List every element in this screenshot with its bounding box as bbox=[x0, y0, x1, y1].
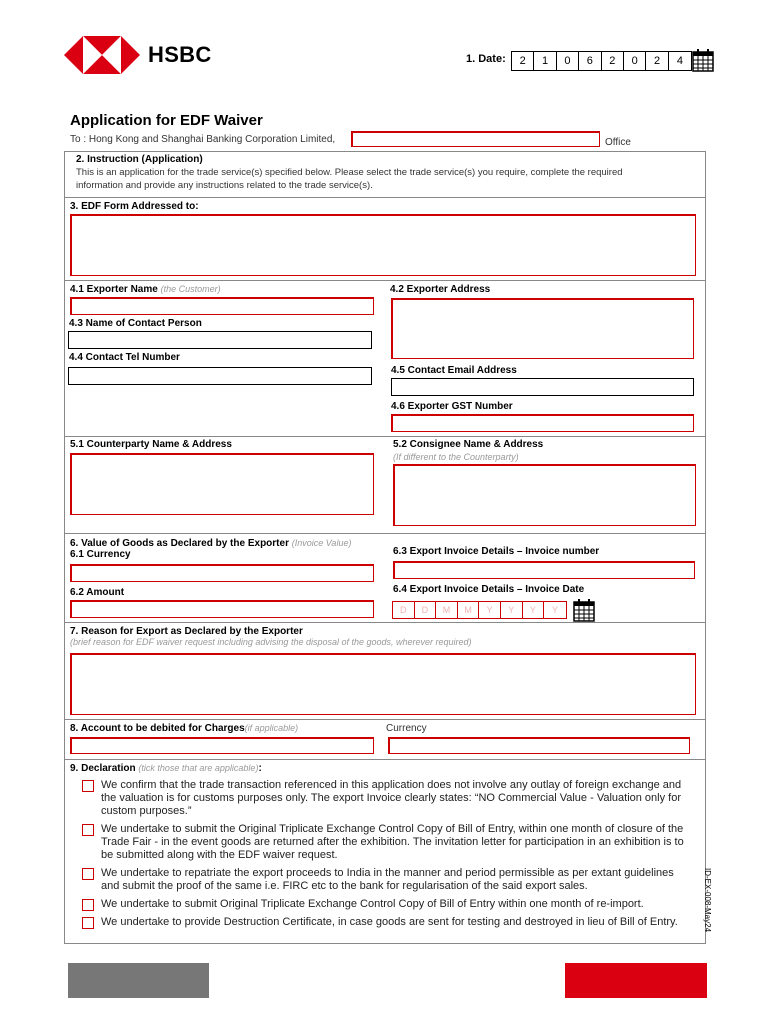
instruction-label: 2. Instruction (Application) bbox=[76, 154, 203, 165]
exporter-name-input[interactable] bbox=[70, 297, 374, 315]
date-digit: 2 bbox=[512, 52, 534, 70]
contact-email-label: 4.5 Contact Email Address bbox=[391, 365, 517, 376]
reason-label: 7. Reason for Export as Declared by the Exporter bbox=[70, 626, 303, 637]
account-currency-label: Currency bbox=[386, 723, 427, 734]
reason-input[interactable] bbox=[70, 653, 696, 715]
exporter-address-label: 4.2 Exporter Address bbox=[390, 284, 491, 295]
page-title: Application for EDF Waiver bbox=[70, 112, 263, 129]
declaration-checkbox[interactable] bbox=[82, 780, 94, 792]
date-digit: 4 bbox=[676, 55, 683, 67]
date-digit: 6 bbox=[579, 52, 601, 70]
date-placeholder: Y bbox=[523, 602, 545, 618]
exporter-name-label: 4.1 Exporter Name (the Customer) bbox=[70, 284, 221, 295]
footer-grey-button[interactable] bbox=[68, 963, 209, 998]
brand-name: HSBC bbox=[148, 42, 212, 67]
instruction-text: This is an application for the trade service(s) specified below. Please select the trade service(s) you require, complete the required information and provide any instructions related to the trade service(s). bbox=[76, 167, 623, 191]
date-field[interactable] bbox=[511, 51, 692, 71]
declaration-text: We undertake to submit Original Triplicate Exchange Control Copy of Bill of Entry within one month of re-import. bbox=[101, 898, 644, 910]
account-input[interactable] bbox=[70, 737, 374, 754]
declaration-checkbox[interactable] bbox=[82, 917, 94, 929]
hsbc-logo-icon bbox=[64, 36, 140, 74]
declaration-text: We undertake to repatriate the export proceeds to India in the manner and period permissible as per extant guidelines and submit the proof of the same i.e. FIRC etc to the bank for regularisation of the said export sales. bbox=[101, 867, 674, 892]
declaration-text: We undertake to provide Destruction Certificate, in case goods are sent for testing and destroyed in lieu of Bill of Entry. bbox=[101, 916, 678, 928]
declaration-text: We confirm that the trade transaction referenced in this application does not involve any outlay of foreign exchange and the valuation is for customs purposes only. The export Invoice clearly states: “NO Commercial Value - Valuation only for custom purposes.” bbox=[101, 779, 682, 817]
consignee-input[interactable] bbox=[393, 464, 696, 526]
consignee-sub: (If different to the Counterparty) bbox=[393, 452, 519, 462]
gst-number-label: 4.6 Exporter GST Number bbox=[391, 401, 513, 412]
edf-addressed-label: 3. EDF Form Addressed to: bbox=[70, 201, 199, 212]
date-placeholder: M bbox=[458, 602, 480, 618]
gst-number-input[interactable] bbox=[391, 414, 694, 432]
divider bbox=[64, 759, 706, 760]
date-digit: 2 bbox=[646, 52, 668, 70]
contact-person-label: 4.3 Name of Contact Person bbox=[69, 318, 202, 329]
declaration-checkbox[interactable] bbox=[82, 824, 94, 836]
invoice-date-input[interactable] bbox=[392, 601, 567, 619]
divider bbox=[64, 280, 706, 281]
divider bbox=[64, 533, 706, 534]
exporter-address-input[interactable] bbox=[391, 298, 694, 359]
divider bbox=[64, 622, 706, 623]
counterparty-label: 5.1 Counterparty Name & Address bbox=[70, 439, 232, 450]
account-label: 8. Account to be debited for Charges(if applicable) bbox=[70, 723, 299, 734]
edf-addressed-input[interactable] bbox=[70, 214, 696, 276]
date-digit: 2 bbox=[602, 52, 624, 70]
date-label: 1. Date: bbox=[466, 53, 506, 65]
declaration-label: 9. Declaration (tick those that are applicable): bbox=[70, 763, 262, 774]
invoice-number-input[interactable] bbox=[393, 561, 695, 579]
contact-person-input[interactable] bbox=[68, 331, 372, 349]
date-digit: 0 bbox=[557, 52, 579, 70]
date-digit: 0 bbox=[624, 52, 646, 70]
amount-label: 6.2 Amount bbox=[70, 587, 125, 598]
invoice-number-label: 6.3 Export Invoice Details – Invoice number bbox=[393, 546, 600, 557]
declaration-checkbox[interactable] bbox=[82, 899, 94, 911]
contact-tel-input[interactable] bbox=[68, 367, 372, 385]
date-placeholder: Y bbox=[551, 605, 558, 615]
divider bbox=[64, 436, 706, 437]
currency-label: 6.1 Currency bbox=[70, 549, 131, 560]
calendar-icon[interactable] bbox=[573, 598, 595, 622]
date-placeholder: D bbox=[393, 602, 415, 618]
declaration-checkbox[interactable] bbox=[82, 868, 94, 880]
declaration-text: We undertake to submit the Original Triplicate Exchange Control Copy of Bill of Entry, within one month of closure of the Trade Fair - in the event goods are returned after the exhibition. The invitation letter for participation in an exhibition is to be submitted along with the EDF waiver request. bbox=[101, 823, 684, 861]
counterparty-input[interactable] bbox=[70, 453, 374, 515]
to-line: To : Hong Kong and Shanghai Banking Corporation Limited, bbox=[70, 134, 336, 145]
reason-sub: (brief reason for EDF waiver request including advising the disposal of the goods, wherever required) bbox=[70, 637, 472, 647]
contact-email-input[interactable] bbox=[391, 378, 694, 396]
divider bbox=[64, 719, 706, 720]
currency-input[interactable] bbox=[70, 564, 374, 582]
amount-input[interactable] bbox=[70, 600, 374, 618]
contact-tel-label: 4.4 Contact Tel Number bbox=[69, 352, 180, 363]
form-code: ID-EX-008-May24 bbox=[703, 868, 712, 933]
footer-red-button[interactable] bbox=[565, 963, 707, 998]
date-digit: 1 bbox=[534, 52, 556, 70]
office-input[interactable] bbox=[351, 131, 600, 147]
divider bbox=[64, 197, 706, 198]
date-placeholder: Y bbox=[479, 602, 501, 618]
consignee-label: 5.2 Consignee Name & Address bbox=[393, 439, 544, 450]
value-goods-label: 6. Value of Goods as Declared by the Exporter (Invoice Value) bbox=[70, 538, 352, 549]
calendar-icon[interactable] bbox=[692, 48, 714, 72]
date-placeholder: M bbox=[436, 602, 458, 618]
invoice-date-label: 6.4 Export Invoice Details – Invoice Date bbox=[393, 584, 585, 595]
office-label: Office bbox=[605, 137, 631, 148]
date-placeholder: D bbox=[415, 602, 437, 618]
date-placeholder: Y bbox=[501, 602, 523, 618]
account-currency-input[interactable] bbox=[388, 737, 690, 754]
